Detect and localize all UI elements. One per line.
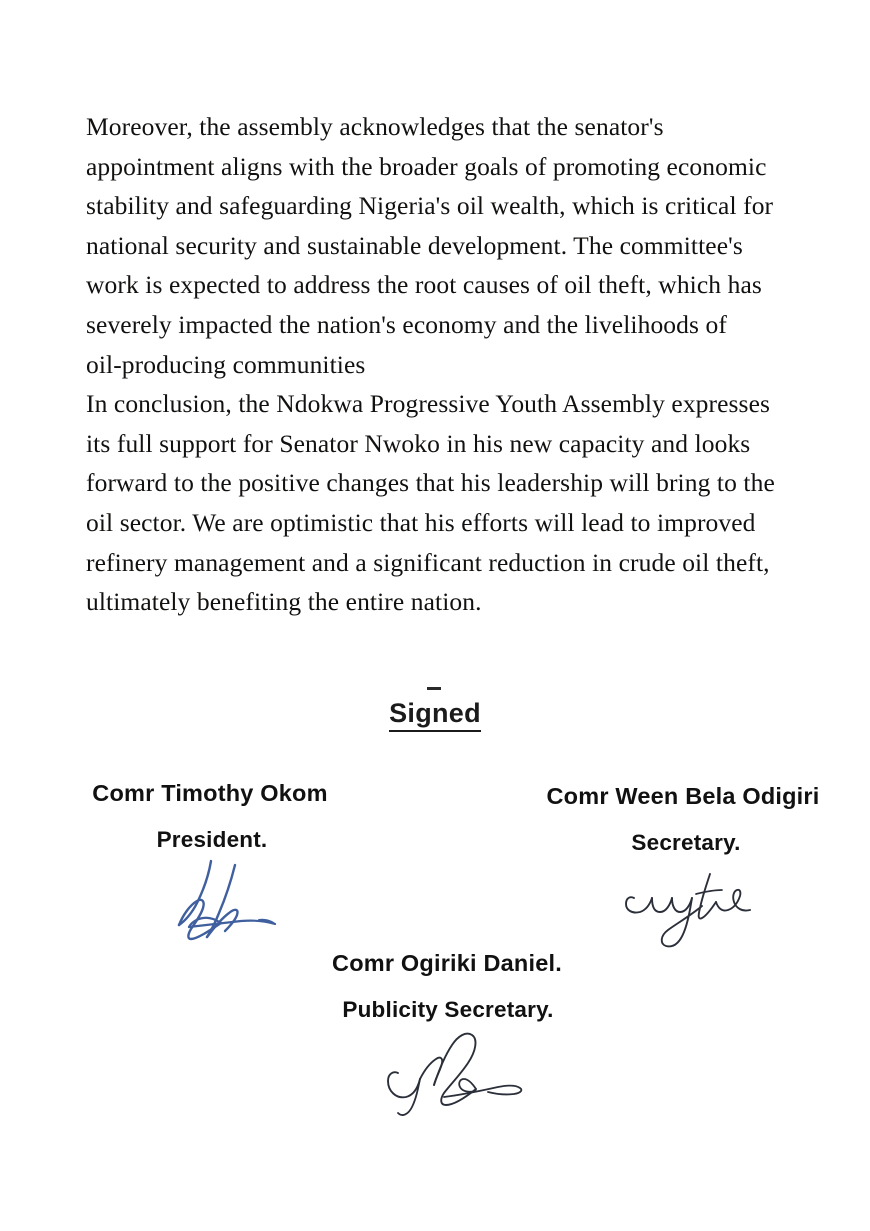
signatory-title: President.: [156, 827, 268, 852]
signatory-block-secretary: [533, 783, 833, 954]
signatory-title: Publicity Secretary.: [342, 997, 554, 1022]
signatory-name: Comr Ogiriki Daniel.: [332, 950, 562, 976]
body-line: work is expected to address the root causes of oil theft, which has: [86, 270, 762, 300]
handwritten-signature-icon: [297, 1025, 597, 1121]
signatory-block-president: [60, 780, 360, 951]
signatory-title: Secretary.: [631, 830, 741, 855]
body-line: oil-producing communities: [86, 349, 366, 379]
body-line: forward to the positive changes that his leadership will bring to the: [86, 468, 775, 498]
body-line: appointment aligns with the broader goals of promoting economic: [86, 151, 767, 181]
body-line: In conclusion, the Ndokwa Progressive Youth Assembly expresses: [86, 389, 771, 419]
signatory-name: Comr Timothy Okom: [92, 780, 328, 806]
handwritten-signature-icon: [533, 858, 833, 954]
body-line: Moreover, the assembly acknowledges that the senator's: [86, 112, 664, 141]
body-line: refinery management and a significant reduction in crude oil theft,: [86, 547, 770, 577]
letter-body: [86, 107, 802, 622]
signatory-name: Comr Ween Bela Odigiri: [546, 783, 820, 809]
scan-artifact-mark: [427, 687, 441, 690]
body-line: oil sector. We are optimistic that his efforts will lead to improved: [86, 507, 756, 537]
body-line: ultimately benefiting the entire nation.: [86, 587, 482, 617]
body-line: severely impacted the nation's economy and the livelihoods of: [86, 309, 727, 339]
body-line: its full support for Senator Nwoko in his new capacity and looks: [86, 428, 751, 458]
signed-heading: Signed: [389, 698, 481, 732]
handwritten-signature-icon: [60, 855, 360, 951]
body-line: stability and safeguarding Nigeria's oil wealth, which is critical for: [86, 191, 774, 221]
signatory-block-publicity-secretary: [297, 950, 597, 1121]
signed-heading-container: [0, 698, 870, 732]
body-line: national security and sustainable development. The committee's: [86, 230, 743, 260]
